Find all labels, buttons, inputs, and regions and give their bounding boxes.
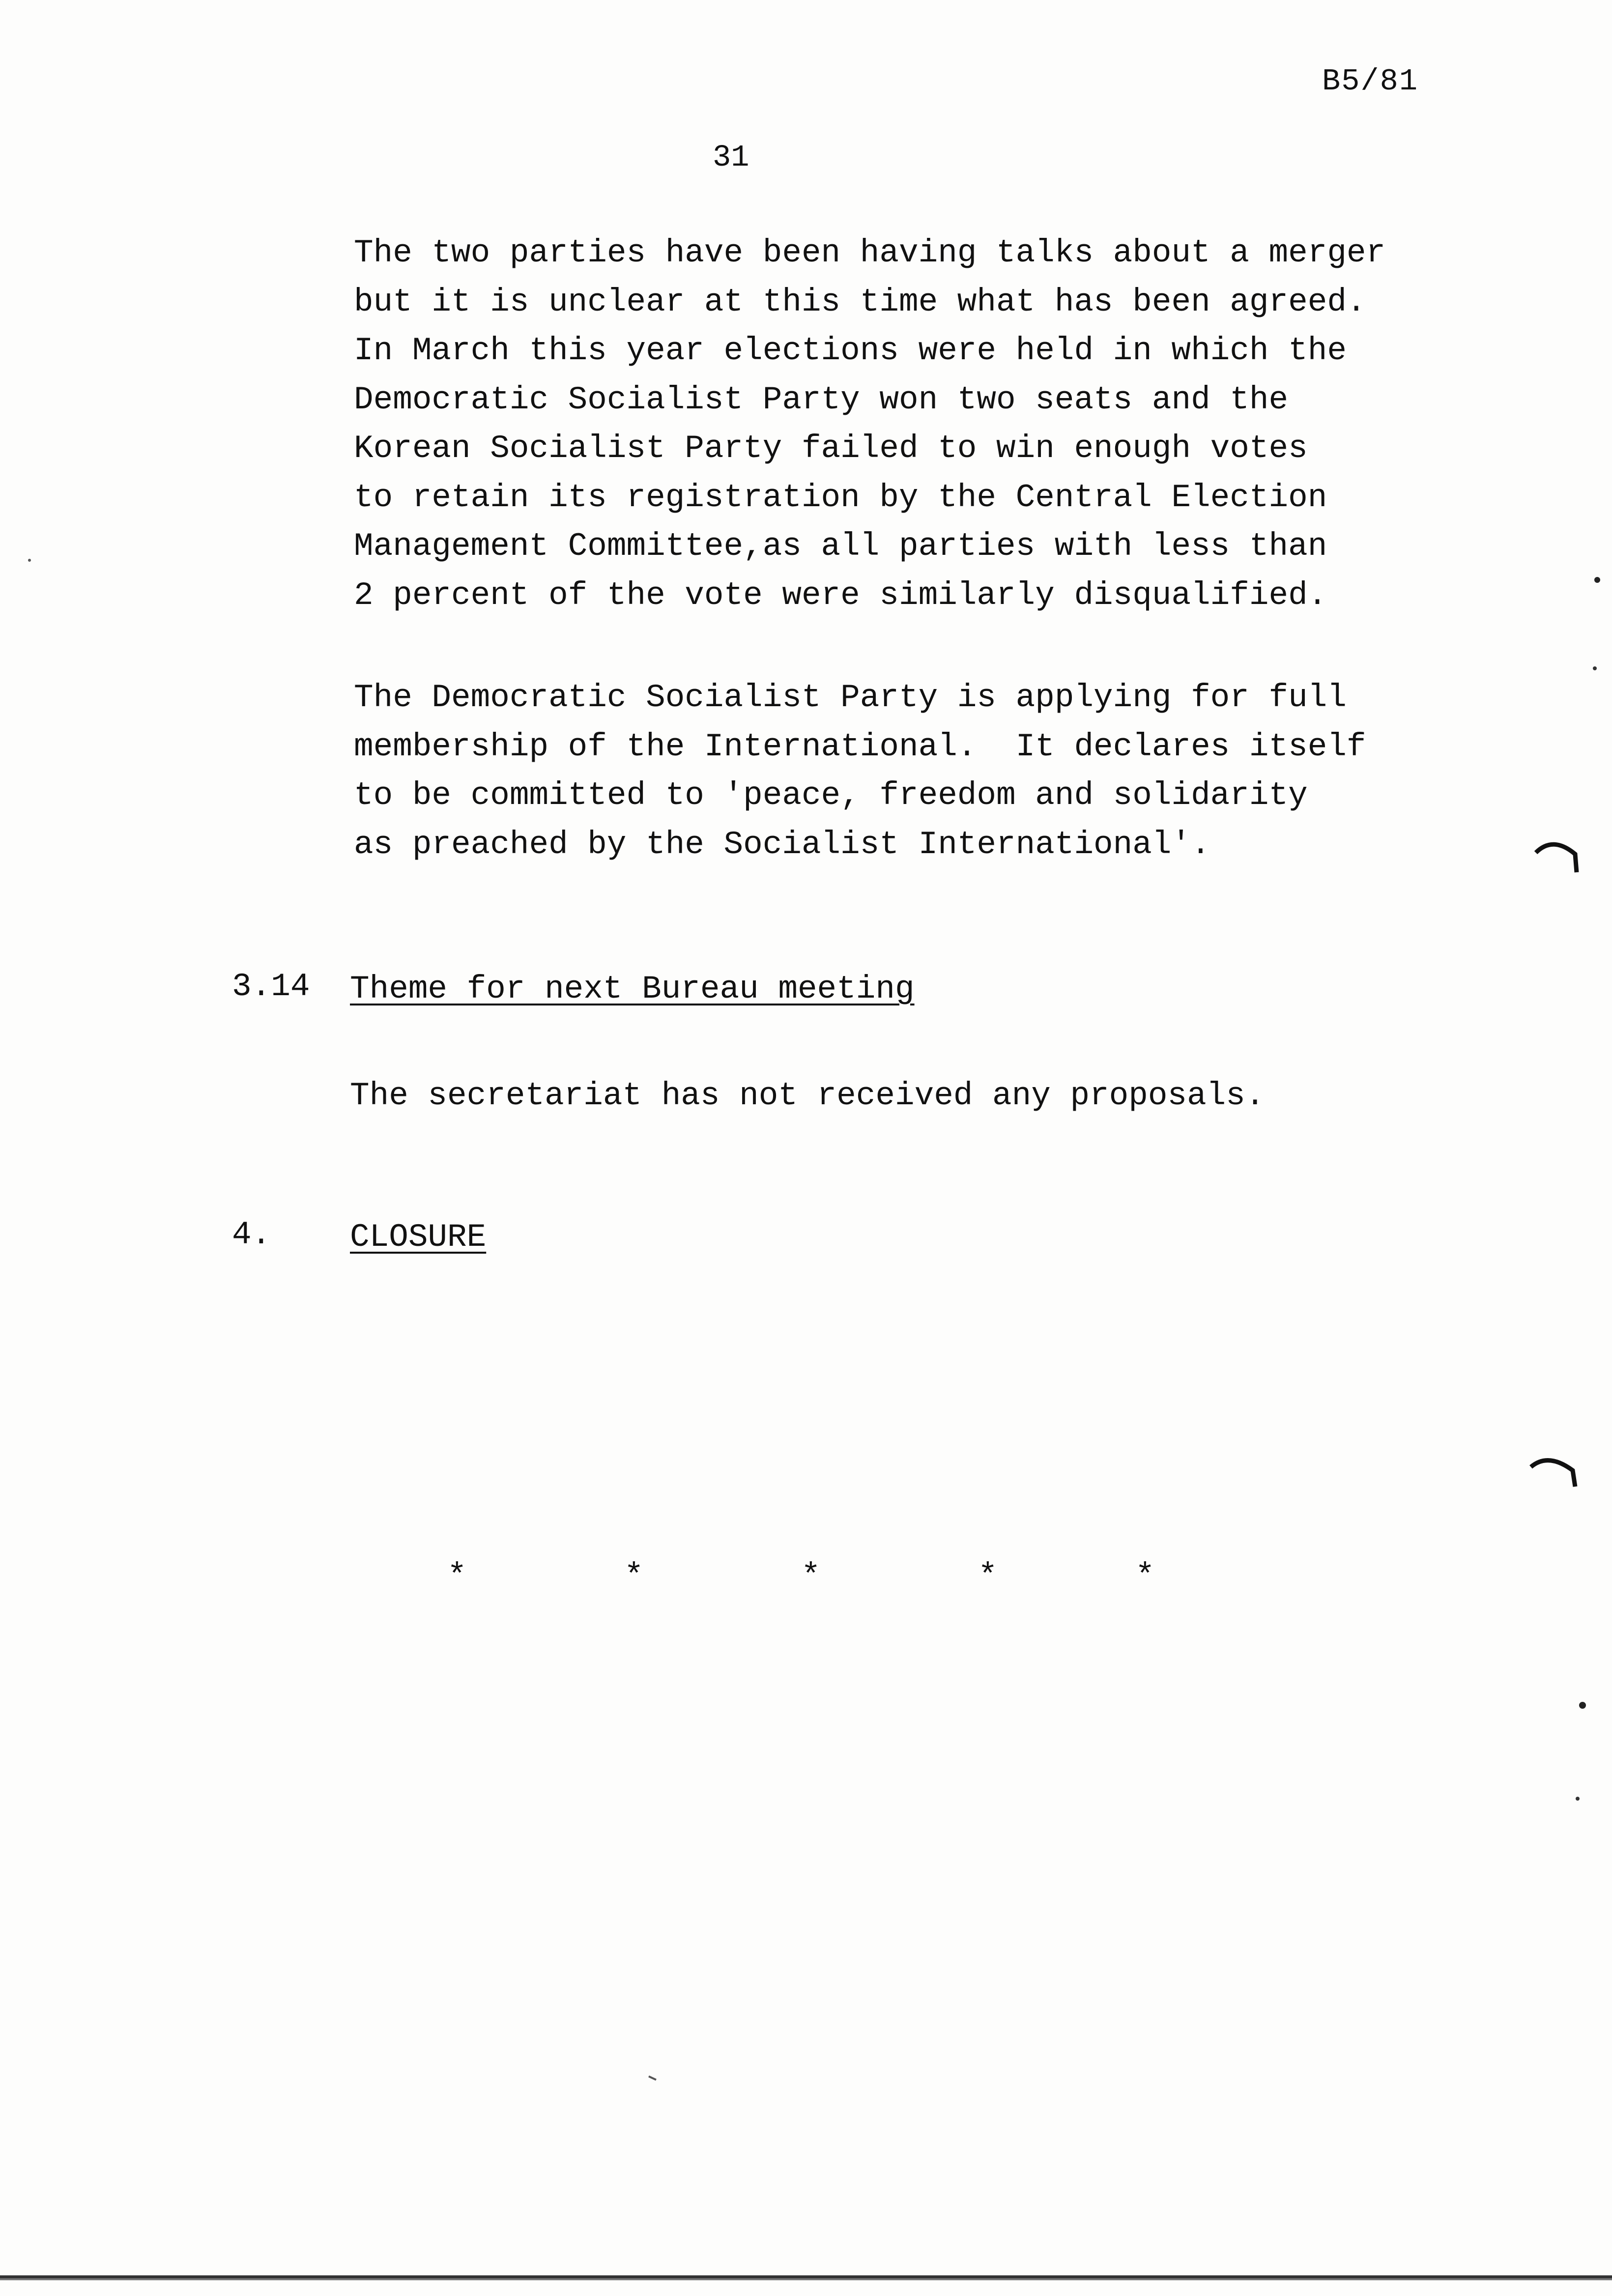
section-number-3-14: 3.14 [232, 968, 310, 1005]
scan-bracket-mark [1531, 1461, 1575, 1487]
scan-speck [1576, 1797, 1580, 1801]
paragraph-line: as preached by the Socialist International'. [354, 826, 1210, 863]
scan-speck [28, 559, 31, 562]
scan-speck [1579, 1702, 1586, 1709]
page-number: 31 [713, 140, 749, 175]
document-reference: B5/81 [1322, 64, 1419, 99]
separator-star: * [1135, 1558, 1155, 1595]
bottom-rule [0, 2275, 1612, 2280]
paragraph-no-proposals [350, 1071, 1456, 1120]
section-title-closure: CLOSURE [350, 1219, 487, 1256]
section-title-bureau-theme: Theme for next Bureau meeting [350, 971, 915, 1007]
separator-star: * [447, 1558, 467, 1595]
paragraph-line: to be committed to 'peace, freedom and solidarity [354, 777, 1308, 814]
paragraph-line: The secretariat has not received any proposals. [350, 1077, 1265, 1114]
separator-star: * [978, 1558, 998, 1595]
paragraph-line: Democratic Socialist Party won two seats and the [354, 381, 1289, 418]
scan-bracket-mark [1536, 844, 1577, 872]
paragraph-line: The Democratic Socialist Party is applying for full [354, 679, 1347, 716]
section-number-4: 4. [232, 1216, 271, 1253]
paragraph-line: to retain its registration by the Central Election [354, 479, 1327, 516]
scan-speck [649, 2076, 656, 2080]
paragraph-line: membership of the International. It declares itself [354, 728, 1366, 765]
scan-speck [1594, 577, 1600, 583]
separator-star: * [801, 1558, 821, 1595]
scan-speck [1593, 666, 1597, 670]
separator-star: * [624, 1558, 644, 1595]
paragraph-line: 2 percent of the vote were similarly disqualified. [354, 576, 1327, 614]
paragraph-membership-application [354, 673, 1460, 869]
paragraph-line: In March this year elections were held in which the [354, 332, 1347, 369]
paragraph-line: but it is unclear at this time what has been agreed. [354, 283, 1366, 320]
paragraph-line: The two parties have been having talks about a merger [354, 234, 1386, 271]
paragraph-line: Korean Socialist Party failed to win enough votes [354, 430, 1308, 467]
paragraph-merger-talks [354, 229, 1460, 620]
separator-stars [0, 1558, 1612, 1597]
paragraph-line: Management Committee,as all parties with less than [354, 528, 1327, 565]
